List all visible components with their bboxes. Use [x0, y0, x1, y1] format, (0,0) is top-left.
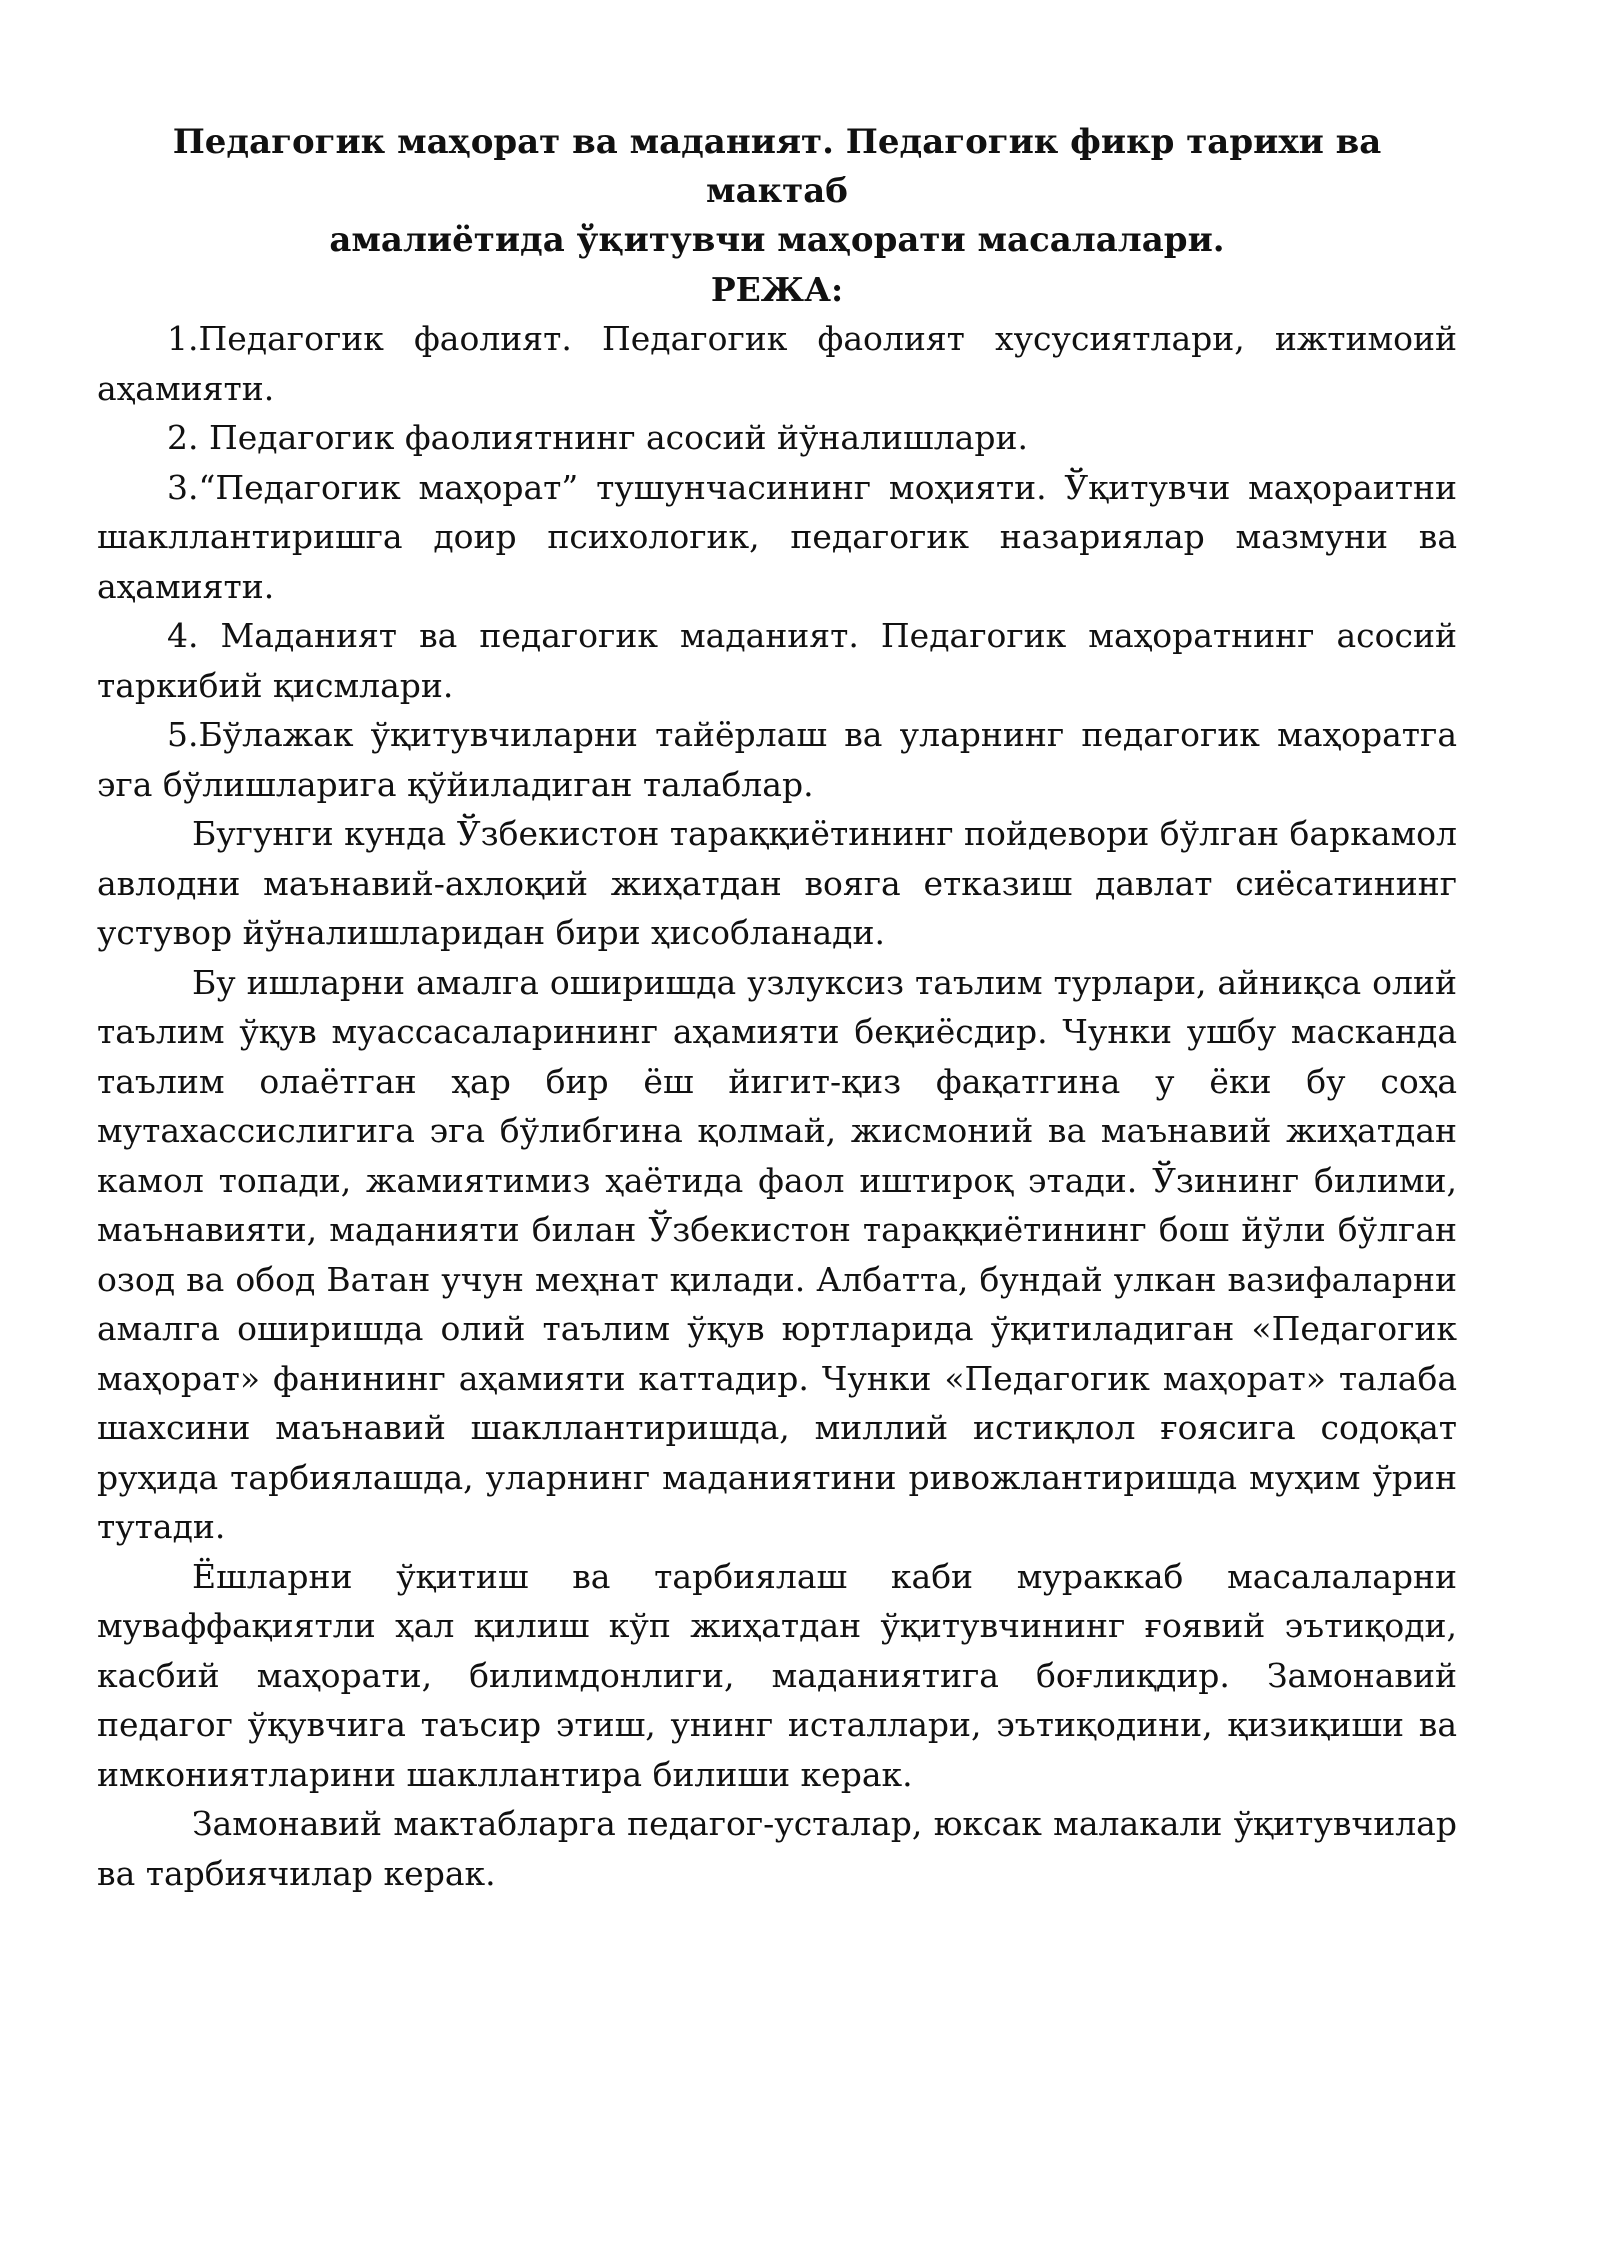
plan-item-5: 5.Бўлажак ўқитувчиларни тайёрлаш ва уларнинг педагогик маҳоратга эга бўлишларига қўйиладиган талаблар. [97, 715, 1457, 804]
plan-item-4: 4. Маданият ва педагогик маданият. Педагогик маҳоратнинг асосий таркибий қисмлари. [97, 616, 1457, 705]
document-title [97, 118, 1457, 265]
paragraph-3: Ёшларни ўқитиш ва тарбиялаш каби мураккаб масалаларни муваффақиятли ҳал қилиш кўп жиҳатдан ўқитувчининг ғоявий эътиқоди, касбий маҳорати, билимдонлиги, маданиятига боғлиқдир. Замонавий педагог ўқувчига таъсир этиш, унинг исталлари, эътиқодини, қизиқиши ва имкониятларини шакллантира билиши керак. [97, 1556, 1457, 1794]
plan-list [97, 314, 1457, 809]
document-page [97, 118, 1457, 1898]
paragraph-4: Замонавий мактабларга педагог-усталар, юксак малакали ўқитувчилар ва тарбиячилар керак. [97, 1804, 1457, 1893]
plan-item-1: 1.Педагогик фаолият. Педагогик фаолият хусусиятлари, ижтимоий аҳамияти. [97, 319, 1457, 408]
title-line-1: Педагогик маҳорат ва маданият. Педагогик фикр тарихи ва мактаб [172, 122, 1382, 211]
paragraph-1: Бугунги кунда Ўзбекистон тараққиётининг пойдевори бўлган баркамол авлодни маънавий-ахлоқий жиҳатдан вояга етказиш давлат сиёсатининг устувор йўналишларидан бири ҳисобланади. [97, 814, 1457, 952]
plan-heading: РЕЖА: [710, 270, 844, 309]
paragraph-2: Бу ишларни амалга оширишда узлуксиз таълим турлари, айниқса олий таълим ўқув муассасаларининг аҳамияти беқиёсдир. Чунки ушбу масканда таълим олаётган ҳар бир ёш йигит-қиз фақатгина у ёки бу соҳа мутахассислигига эга бўлибгина қолмай, жисмоний ва маънавий жиҳатдан камол топади, жамиятимиз ҳаётида фаол иштироқ этади. Ўзининг билими, маънавияти, маданияти билан Ўзбекистон тараққиётининг бош йўли бўлган озод ва обод Ватан учун меҳнат қилади. Албатта, бундай улкан вазифаларни амалга оширишда олий таълим ўқув юртларида ўқитиладиган «Педагогик маҳорат» фанининг аҳамияти каттадир. Чунки «Педагогик маҳорат» талаба шахсини маънавий шакллантиришда, миллий истиқлол ғоясига содоқат руҳида тарбиялашда, уларнинг маданиятини ривожлантиришда муҳим ўрин тутади. [97, 962, 1457, 1546]
plan-item-2: 2. Педагогик фаолиятнинг асосий йўналишлари. [167, 418, 1028, 457]
plan-item-3: 3.“Педагогик маҳорат” тушунчасининг моҳияти. Ўқитувчи маҳораитни шакллантиришга доир психологик, педагогик назариялар мазмуни ва аҳамияти. [97, 467, 1457, 606]
title-line-2: амалиётида ўқитувчи маҳорати масалалари. [329, 220, 1225, 260]
body-text [97, 809, 1457, 1898]
